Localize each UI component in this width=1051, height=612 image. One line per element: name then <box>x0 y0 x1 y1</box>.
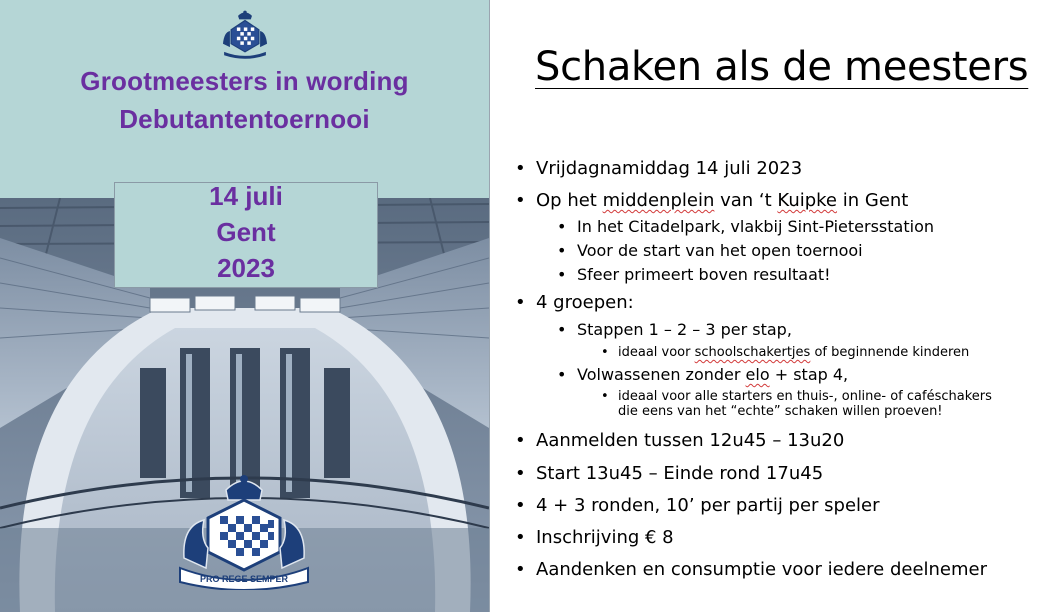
detail-steps <box>618 345 969 360</box>
poster-title-line1: Grootmeesters in wording <box>80 66 409 96</box>
bullet-rounds: • 4 + 3 ronden, 10’ per partij per speler <box>536 495 880 516</box>
location-word-kuipke: Kuipke <box>777 190 838 211</box>
date-city: Gent <box>216 217 276 247</box>
sub-bullet-open-tournament: • Voor de start van het open toernooi <box>577 241 863 260</box>
bullet-location <box>536 190 908 211</box>
club-crest-large-icon <box>176 472 312 590</box>
poster-title-line2: Debutantentoernooi <box>119 104 370 134</box>
adults-text-2: + stap 4, <box>769 365 849 384</box>
detail-adults-line2: die eens van het “echte” schaken willen proeven! <box>618 404 943 419</box>
detail-adults <box>618 389 992 419</box>
bullet-date: • Vrijdagnamiddag 14 juli 2023 <box>536 158 802 179</box>
location-word-middenplein: middenplein <box>602 190 715 211</box>
slide-title: Schaken als de meesters <box>535 44 1029 90</box>
detail-steps-text-1: ideaal voor <box>618 345 695 360</box>
location-text-1: Op het <box>536 190 603 211</box>
club-crest-icon <box>216 8 274 62</box>
date-year: 2023 <box>217 253 275 283</box>
detail-steps-text-2: of beginnende kinderen <box>810 345 970 360</box>
sub-bullet-atmosphere: • Sfeer primeert boven resultaat! <box>577 265 831 284</box>
detail-word-schoolschakertjes: schoolschakertjes <box>694 345 811 360</box>
date-panel <box>114 182 378 288</box>
detail-adults-line1: • ideaal voor alle starters en thuis-, online- of caféschakers <box>618 389 992 404</box>
date-day: 14 juli <box>209 181 283 211</box>
adults-text-1: Volwassenen zonder <box>577 365 746 384</box>
bullet-groups: • 4 groepen: <box>536 292 634 313</box>
crest-motto: PRO REGE SEMPER <box>199 574 289 584</box>
bullet-souvenir: • Aandenken en consumptie voor iedere deelnemer <box>536 559 987 580</box>
sub-bullet-adults <box>577 365 848 384</box>
sub-bullet-citadelpark: • In het Citadelpark, vlakbij Sint-Pietersstation <box>577 217 934 236</box>
location-text-2: van ‘t <box>714 190 778 211</box>
bullet-start-end: • Start 13u45 – Einde rond 17u45 <box>536 463 823 484</box>
bullet-fee: • Inschrijving € 8 <box>536 527 674 548</box>
tournament-poster <box>0 0 490 612</box>
sub-bullet-steps: • Stappen 1 – 2 – 3 per stap, <box>577 320 792 339</box>
bullet-registration-time: • Aanmelden tussen 12u45 – 13u20 <box>536 430 844 451</box>
location-text-3: in Gent <box>837 190 909 211</box>
adults-word-elo: elo <box>745 365 770 384</box>
